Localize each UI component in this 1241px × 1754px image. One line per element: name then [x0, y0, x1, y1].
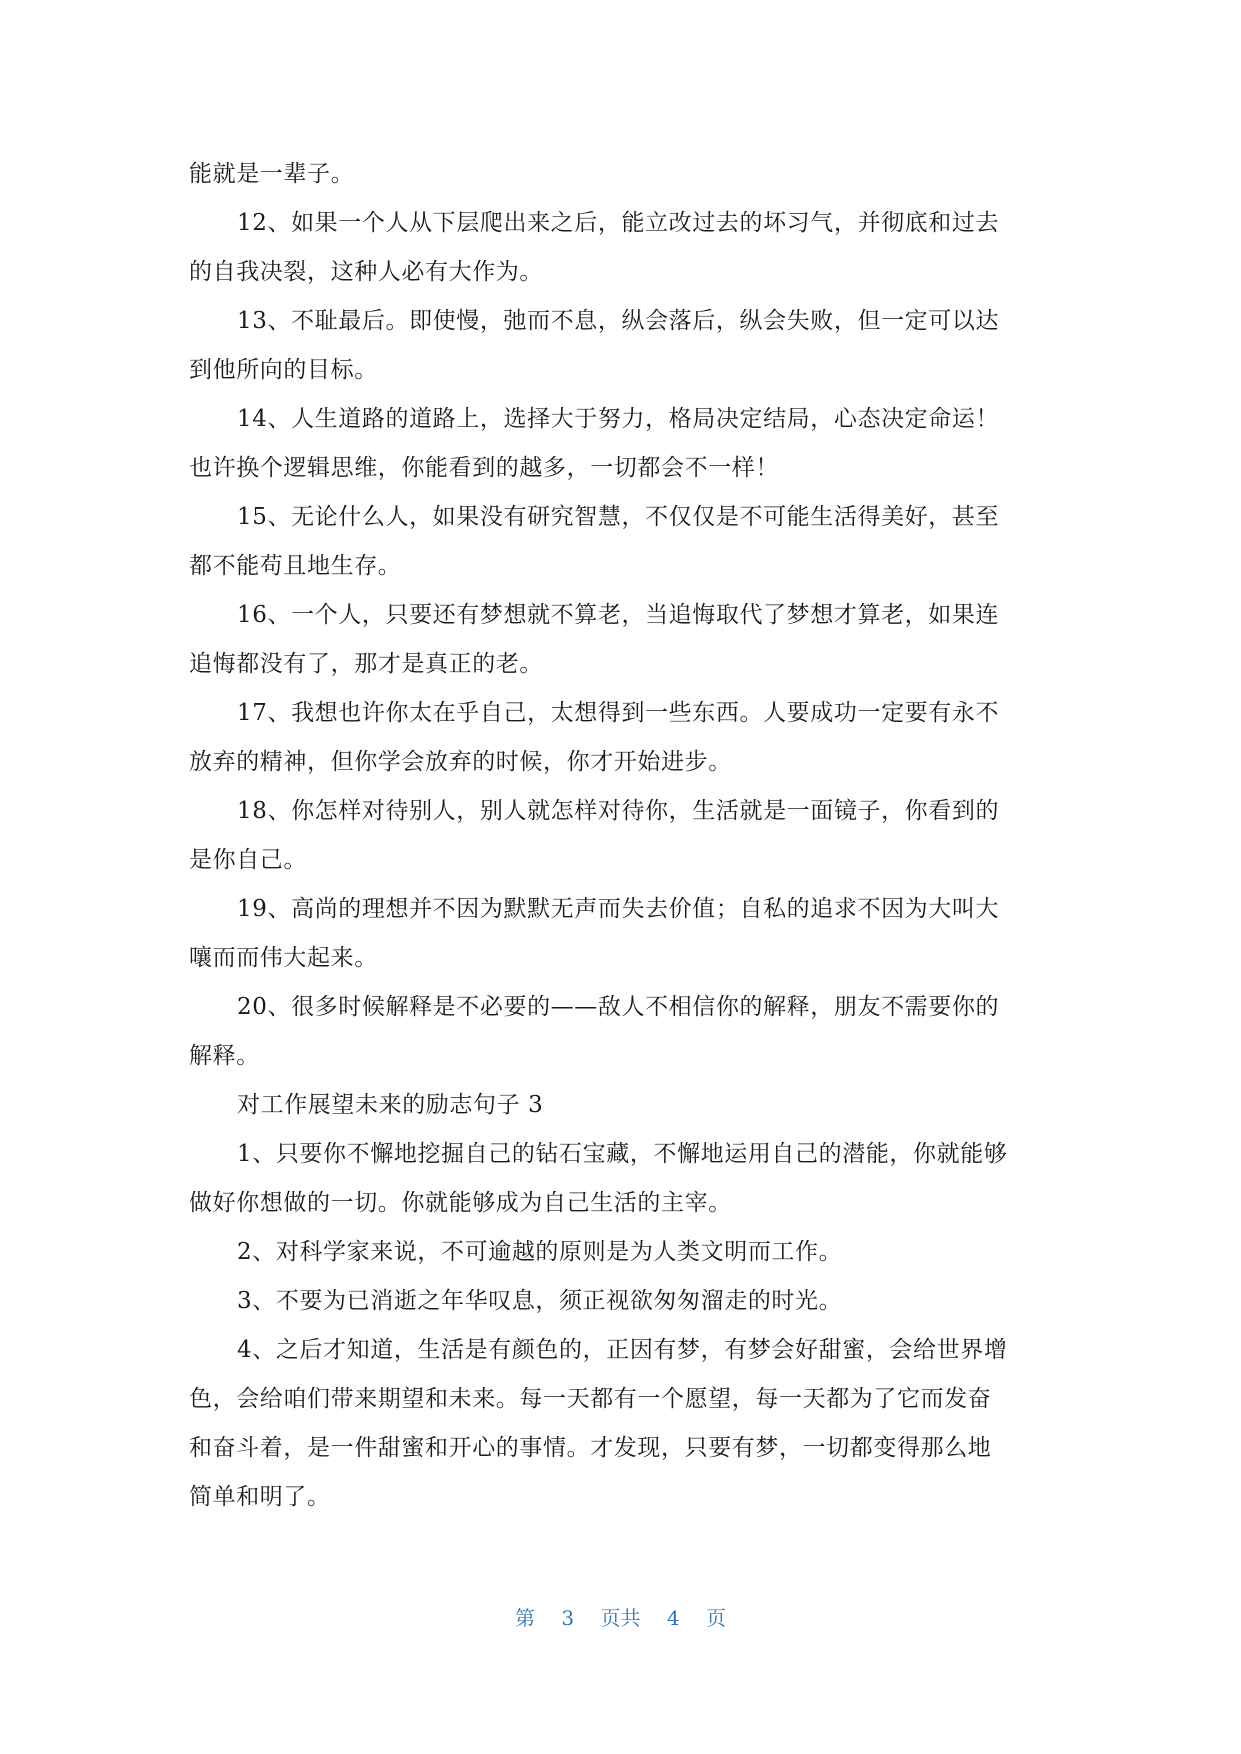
text-line: 嚷而而伟大起来。 [189, 945, 378, 971]
footer-suffix: 页 [705, 1606, 726, 1630]
document-body [189, 150, 1051, 1522]
page-footer [0, 1602, 1241, 1631]
text-line: 追悔都没有了，那才是真正的老。 [189, 651, 543, 677]
text-line: 对工作展望未来的励志句子 3 [237, 1092, 544, 1118]
text-line: 简单和明了。 [189, 1484, 331, 1510]
text-line: 13、不耻最后。即使慢，弛而不息，纵会落后，纵会失败，但一定可以达 [237, 308, 1000, 334]
text-line: 到他所向的目标。 [189, 357, 378, 383]
footer-total-pages: 4 [666, 1606, 680, 1630]
text-line: 1、只要你不懈地挖掘自己的钻石宝藏，不懈地运用自己的潜能，你就能够 [237, 1141, 1008, 1167]
text-line: 能就是一辈子。 [189, 161, 355, 187]
text-line: 是你自己。 [189, 847, 307, 873]
footer-middle: 页共 [600, 1606, 641, 1630]
text-line: 12、如果一个人从下层爬出来之后，能立改过去的坏习气，并彻底和过去 [237, 210, 1000, 236]
text-line: 19、高尚的理想并不因为默默无声而失去价值；自私的追求不因为大叫大 [237, 896, 1000, 922]
text-line: 和奋斗着，是一件甜蜜和开心的事情。才发现，只要有梦，一切都变得那么地 [189, 1435, 992, 1461]
text-line: 2、对科学家来说，不可逾越的原则是为人类文明而工作。 [237, 1239, 843, 1265]
text-line: 17、我想也许你太在乎自己，太想得到一些东西。人要成功一定要有永不 [237, 700, 1000, 726]
text-line: 3、不要为已消逝之年华叹息，须正视欲匆匆溜走的时光。 [237, 1288, 843, 1314]
footer-prefix: 第 [515, 1606, 536, 1630]
text-line: 解释。 [189, 1043, 260, 1069]
text-line: 18、你怎样对待别人，别人就怎样对待你，生活就是一面镜子，你看到的 [237, 798, 1000, 824]
text-line: 也许换个逻辑思维，你能看到的越多，一切都会不一样！ [189, 455, 779, 481]
text-line: 14、人生道路的道路上，选择大于努力，格局决定结局，心态决定命运！ [237, 406, 1000, 432]
footer-current-page: 3 [561, 1606, 575, 1630]
text-line: 做好你想做的一切。你就能够成为自己生活的主宰。 [189, 1190, 732, 1216]
text-line: 16、一个人，只要还有梦想就不算老，当追悔取代了梦想才算老，如果连 [237, 602, 1000, 628]
text-line: 都不能苟且地生存。 [189, 553, 402, 579]
text-line: 放弃的精神，但你学会放弃的时候，你才开始进步。 [189, 749, 732, 775]
text-line: 20、很多时候解释是不必要的——敌人不相信你的解释，朋友不需要你的 [237, 994, 1000, 1020]
text-line: 4、之后才知道，生活是有颜色的，正因有梦，有梦会好甜蜜，会给世界增 [237, 1337, 1008, 1363]
text-line: 15、无论什么人，如果没有研究智慧，不仅仅是不可能生活得美好，甚至 [237, 504, 1000, 530]
text-line: 的自我决裂，这种人必有大作为。 [189, 259, 543, 285]
text-line: 色，会给咱们带来期望和未来。每一天都有一个愿望，每一天都为了它而发奋 [189, 1386, 992, 1412]
